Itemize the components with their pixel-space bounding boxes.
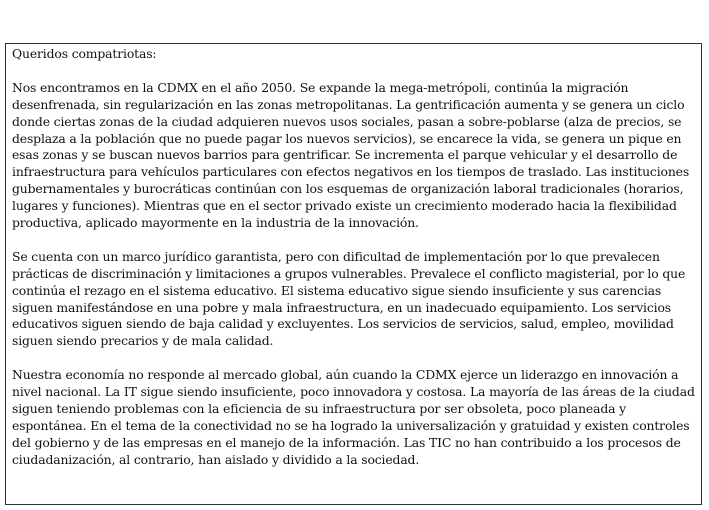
letter-paragraph-3: Nuestra economía no responde al mercado global, aún cuando la CDMX ejerce un liderazgo en innovación a nivel nacional. La IT sigue siendo insuficiente, poco innovadora y costosa. La mayoría de las áreas de la ciudad siguen teniendo problemas con la eficiencia de su infraestructura por ser obsoleta, poco planeada y espontánea. En el tema de la conectividad no se ha logrado la universalización y gratuidad y existen controles del gobierno y de las empresas en el manejo de la información. Las TIC no han contribuido a los procesos de ciudadanización, al contrario, han aislado y dividido a la sociedad. [12,367,695,467]
letter-box [5,43,702,505]
letter-paragraph-1: Nos encontramos en la CDMX en el año 2050. Se expande la mega-metrópoli, continúa la migración desenfrenada, sin regularización en las zonas metropolitanas. La gentrificación aumenta y se genera un ciclo donde ciertas zonas de la ciudad adquieren nuevos usos sociales, pasan a sobre-poblarse (alza de precios, se desplaza a la población que no puede pagar los nuevos servicios), se encarece la vida, se genera un pique en esas zonas y se buscan nuevos barrios para gentrificar. Se incrementa el parque vehicular y el desarrollo de infraestructura para vehículos particulares con efectos negativos en los tiempos de traslado. Las instituciones gubernamentales y burocráticas continúan con los esquemas de organización laboral tradicionales (horarios, lugares y funciones). Mientras que en el sector privado existe un crecimiento moderado hacia la flexibilidad productiva, aplicado mayormente en la industria de la innovación. [12,79,690,231]
letter-paragraph-2: Se cuenta con un marco jurídico garantista, pero con dificultad de implementación por lo que prevalecen prácticas de discriminación y limitaciones a grupos vulnerables. Prevalece el conflicto magisterial, por lo que continúa el rezago en el sistema educativo. El sistema educativo sigue siendo insuficiente y sus carencias siguen manifestándose en una pobre y mala infraestructura, en un inadecuado equipamiento. Los servicios educativos siguen siendo de baja calidad y excluyentes. Los servicios de servicios, salud, empleo, movilidad siguen siendo precarios y de mala calidad. [12,248,686,349]
letter-text [12,46,695,469]
letter-greeting: Queridos compatriotas: [12,46,157,61]
